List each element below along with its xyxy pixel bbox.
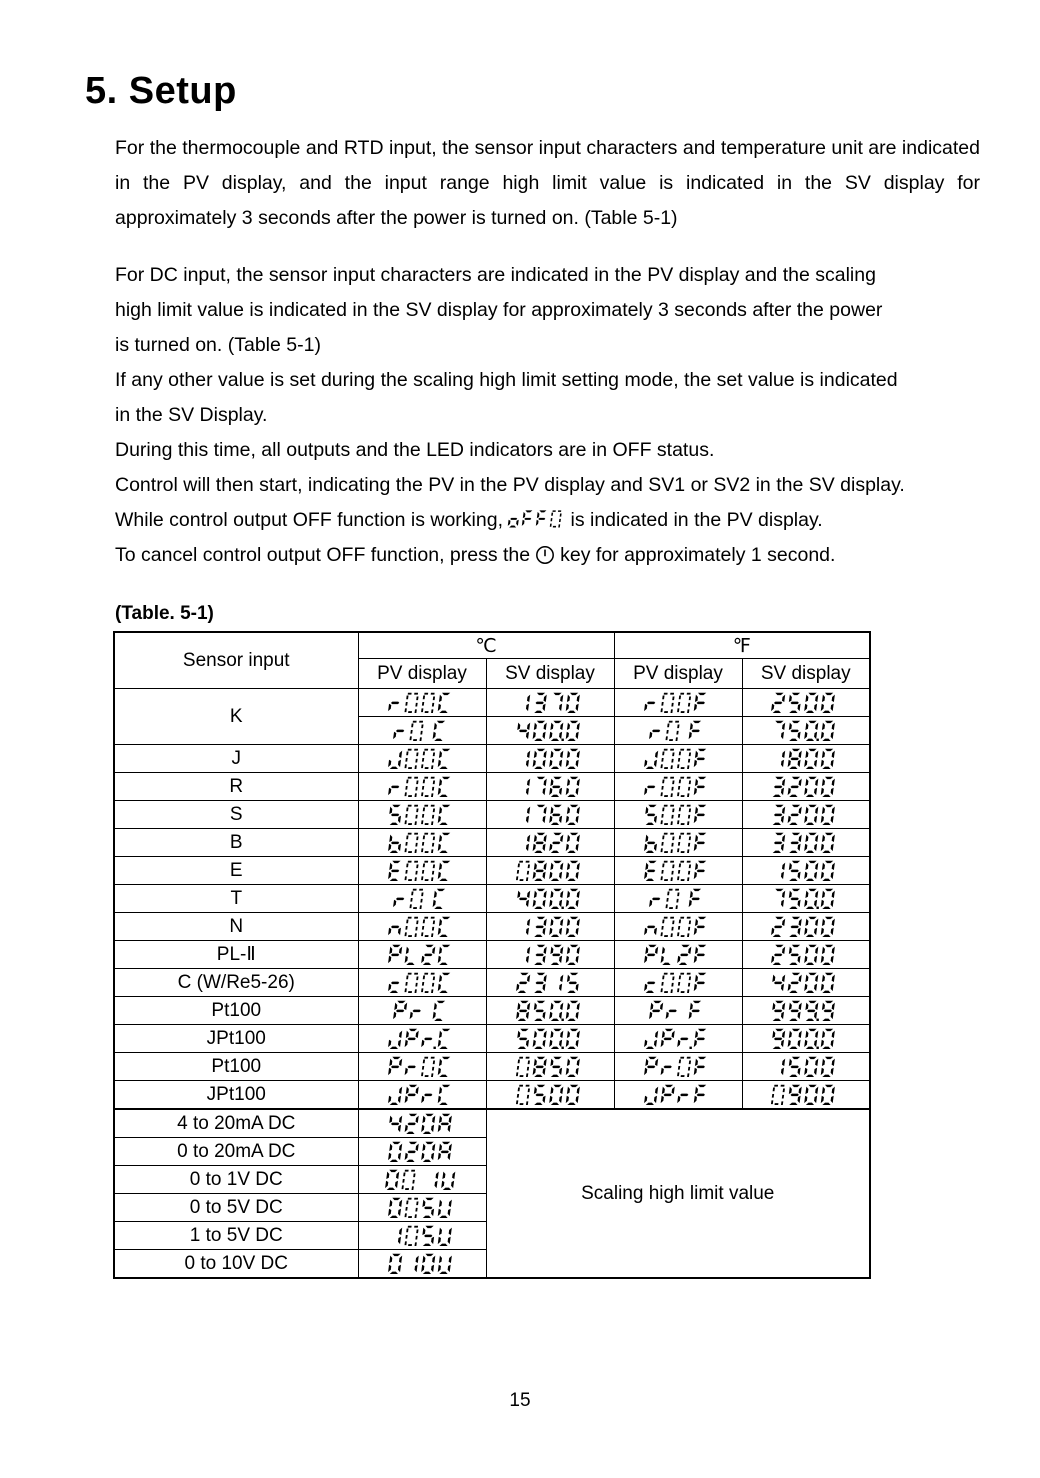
seven-segment-display	[615, 969, 742, 996]
seven-segment-display	[487, 745, 614, 772]
cell-fahrenheit-pv	[614, 885, 742, 913]
scaling-high-limit-value-label: Scaling high limit value	[486, 1109, 870, 1278]
seven-segment-display	[487, 913, 614, 940]
cell-celsius-sv	[486, 1025, 614, 1053]
text-line: During this time, all outputs and the LED indicators are in OFF status.	[115, 439, 715, 462]
cell-celsius-sv	[486, 913, 614, 941]
seven-segment-display	[359, 717, 486, 744]
cell-fahrenheit-sv	[742, 997, 870, 1025]
cell-celsius-sv	[486, 801, 614, 829]
seven-segment-display	[359, 1138, 486, 1165]
cell-fahrenheit-pv	[614, 1053, 742, 1081]
table-row	[114, 801, 870, 829]
seven-segment-display	[359, 1081, 486, 1108]
seven-segment-display	[487, 829, 614, 856]
body-text	[115, 131, 980, 577]
seven-segment-display	[487, 773, 614, 800]
cell-celsius-sv	[486, 941, 614, 969]
table-body-dc-inputs	[114, 1109, 870, 1278]
seven-segment-display	[359, 969, 486, 996]
seven-segment-display	[487, 1053, 614, 1080]
cell-fahrenheit-pv	[614, 829, 742, 857]
cell-celsius-pv	[358, 745, 486, 773]
seven-segment-display	[743, 857, 870, 884]
cell-dc-pv	[358, 1166, 486, 1194]
cell-celsius-sv	[486, 689, 614, 717]
text-fragment: To cancel control output OFF function, press the	[115, 544, 531, 567]
seven-segment-display	[743, 1081, 870, 1108]
sensor-input-label: E	[114, 857, 358, 885]
text-line-cancel-off	[115, 538, 980, 577]
sensor-input-label: J	[114, 745, 358, 773]
table-row	[114, 1081, 870, 1110]
cell-fahrenheit-pv	[614, 745, 742, 773]
seven-segment-display	[743, 689, 870, 716]
seven-segment-display	[615, 801, 742, 828]
sensor-input-label: Pt100	[114, 997, 358, 1025]
cell-fahrenheit-sv	[742, 745, 870, 773]
text-fragment: is indicated in the PV display.	[570, 509, 823, 532]
seven-segment-display	[743, 1025, 870, 1052]
seven-segment-display	[615, 1081, 742, 1108]
sensor-input-label: T	[114, 885, 358, 913]
seven-segment-display	[487, 1025, 614, 1052]
text-fragment: key for approximately 1 second.	[560, 544, 836, 567]
paragraph-dc-input	[115, 258, 980, 577]
seven-segment-display	[615, 913, 742, 940]
seven-segment-display	[359, 1025, 486, 1052]
cell-fahrenheit-pv	[614, 1081, 742, 1110]
seven-segment-display	[743, 885, 870, 912]
sensor-input-label: S	[114, 801, 358, 829]
cell-fahrenheit-sv	[742, 829, 870, 857]
cell-dc-pv	[358, 1250, 486, 1279]
cell-celsius-pv	[358, 941, 486, 969]
seven-segment-display	[359, 1166, 486, 1193]
seven-segment-display	[359, 801, 486, 828]
text-fragment: While control output OFF function is working,	[115, 509, 503, 532]
cell-celsius-sv	[486, 745, 614, 773]
text-line: is turned on. (Table 5-1)	[115, 334, 321, 357]
cell-fahrenheit-sv	[742, 1053, 870, 1081]
cell-dc-pv	[358, 1222, 486, 1250]
table-row	[114, 941, 870, 969]
text-line: If any other value is set during the scaling high limit setting mode, the set value is indicated	[115, 369, 898, 392]
table-row	[114, 1053, 870, 1081]
dc-input-label: 0 to 1V DC	[114, 1166, 358, 1194]
header-celsius: ℃	[358, 632, 614, 659]
table-row	[114, 1109, 870, 1138]
cell-fahrenheit-sv	[742, 941, 870, 969]
cell-celsius-pv	[358, 717, 486, 745]
cell-fahrenheit-sv	[742, 857, 870, 885]
cell-celsius-pv	[358, 857, 486, 885]
cell-dc-pv	[358, 1138, 486, 1166]
table-header-row-units	[114, 632, 870, 659]
seven-segment-display	[487, 689, 614, 716]
seven-segment-display	[359, 745, 486, 772]
cell-fahrenheit-sv	[742, 801, 870, 829]
cell-dc-pv	[358, 1109, 486, 1138]
seven-segment-display	[615, 1053, 742, 1080]
header-sensor-input: Sensor input	[114, 632, 358, 689]
cell-fahrenheit-pv	[614, 1025, 742, 1053]
cell-fahrenheit-pv	[614, 941, 742, 969]
cell-celsius-pv	[358, 997, 486, 1025]
seven-segment-display	[359, 1110, 486, 1137]
seven-segment-display	[615, 941, 742, 968]
seven-segment-display	[615, 717, 742, 744]
text-line: high limit value is indicated in the SV display for approximately 3 seconds after the power	[115, 299, 883, 322]
sensor-input-label: B	[114, 829, 358, 857]
cell-fahrenheit-sv	[742, 773, 870, 801]
cell-celsius-pv	[358, 801, 486, 829]
cell-celsius-pv	[358, 829, 486, 857]
cell-celsius-sv	[486, 1081, 614, 1110]
seven-segment-display	[359, 913, 486, 940]
cell-fahrenheit-pv	[614, 689, 742, 717]
text-line-off-indication	[115, 503, 980, 538]
cell-celsius-pv	[358, 913, 486, 941]
cell-celsius-pv	[358, 885, 486, 913]
cell-fahrenheit-sv	[742, 969, 870, 997]
cell-fahrenheit-pv	[614, 801, 742, 829]
seven-segment-display	[743, 717, 870, 744]
cell-fahrenheit-sv	[742, 1081, 870, 1110]
page-title: 5. Setup	[85, 70, 237, 112]
seven-segment-display	[487, 885, 614, 912]
text-line: in the SV Display.	[115, 404, 268, 427]
table-caption: (Table. 5-1)	[115, 603, 214, 625]
table-row	[114, 773, 870, 801]
seven-segment-display	[743, 997, 870, 1024]
cell-dc-pv	[358, 1194, 486, 1222]
table-row	[114, 745, 870, 773]
seven-segment-display	[743, 969, 870, 996]
cell-celsius-sv	[486, 997, 614, 1025]
cell-fahrenheit-pv	[614, 773, 742, 801]
sensor-input-label: PL-Ⅱ	[114, 941, 358, 969]
dc-input-label: 0 to 5V DC	[114, 1194, 358, 1222]
header-c-pv-display: PV display	[358, 659, 486, 689]
sensor-input-label: N	[114, 913, 358, 941]
text-line: For DC input, the sensor input characters are indicated in the PV display and the scaling	[115, 264, 876, 287]
seven-segment-display	[743, 1053, 870, 1080]
cell-fahrenheit-sv	[742, 689, 870, 717]
sensor-input-label: C (W/Re5-26)	[114, 969, 358, 997]
seven-segment-display	[743, 745, 870, 772]
seven-segment-display	[487, 941, 614, 968]
table-row	[114, 913, 870, 941]
sensor-input-label: K	[114, 689, 358, 745]
cell-celsius-sv	[486, 857, 614, 885]
seven-segment-display	[743, 913, 870, 940]
cell-fahrenheit-pv	[614, 913, 742, 941]
cell-celsius-pv	[358, 969, 486, 997]
seven-segment-display	[359, 941, 486, 968]
cell-celsius-sv	[486, 1053, 614, 1081]
seven-segment-display	[615, 829, 742, 856]
seven-segment-display	[487, 997, 614, 1024]
seven-segment-display	[359, 885, 486, 912]
page-number: 15	[509, 1390, 531, 1411]
dc-input-label: 0 to 20mA DC	[114, 1138, 358, 1166]
cell-celsius-pv	[358, 773, 486, 801]
seven-segment-display	[487, 857, 614, 884]
cell-celsius-sv	[486, 885, 614, 913]
cell-fahrenheit-pv	[614, 857, 742, 885]
cell-fahrenheit-sv	[742, 885, 870, 913]
seven-segment-display	[615, 745, 742, 772]
seven-segment-display	[359, 857, 486, 884]
table-row	[114, 997, 870, 1025]
seven-segment-display	[743, 941, 870, 968]
cell-fahrenheit-sv	[742, 913, 870, 941]
cell-celsius-sv	[486, 969, 614, 997]
seven-segment-display	[359, 829, 486, 856]
cell-fahrenheit-pv	[614, 969, 742, 997]
seven-segment-display	[743, 773, 870, 800]
seven-segment-display	[487, 801, 614, 828]
seven-segment-display	[487, 1081, 614, 1108]
paragraph-thermocouple-rtd: For the thermocouple and RTD input, the sensor input characters and temperature unit are indicated in the PV display, and the input range high limit value is indicated in the SV display for approximately 3 seconds after the power is turned on. (Table 5-1)	[115, 137, 980, 230]
seven-segment-display	[615, 885, 742, 912]
header-fahrenheit: ℉	[614, 632, 870, 659]
header-f-sv-display: SV display	[742, 659, 870, 689]
table-row	[114, 1025, 870, 1053]
seven-segment-off-glyph	[506, 508, 568, 530]
dc-input-label: 4 to 20mA DC	[114, 1109, 358, 1138]
cell-fahrenheit-sv	[742, 1025, 870, 1053]
cell-celsius-pv	[358, 1081, 486, 1110]
seven-segment-display	[359, 1053, 486, 1080]
table-row	[114, 857, 870, 885]
seven-segment-display	[359, 1250, 486, 1277]
sensor-input-label: JPt100	[114, 1081, 358, 1110]
cell-fahrenheit-pv	[614, 717, 742, 745]
header-c-sv-display: SV display	[486, 659, 614, 689]
sensor-input-label: JPt100	[114, 1025, 358, 1053]
table-body-sensors	[114, 689, 870, 1110]
seven-segment-display	[487, 969, 614, 996]
table-row	[114, 829, 870, 857]
cell-celsius-sv	[486, 829, 614, 857]
seven-segment-display	[615, 997, 742, 1024]
table-row	[114, 689, 870, 717]
table-row	[114, 885, 870, 913]
sensor-input-label: R	[114, 773, 358, 801]
seven-segment-display	[615, 857, 742, 884]
dc-input-label: 0 to 10V DC	[114, 1250, 358, 1279]
seven-segment-display	[615, 689, 742, 716]
seven-segment-display	[743, 829, 870, 856]
cell-celsius-sv	[486, 717, 614, 745]
table-row	[114, 969, 870, 997]
seven-segment-display	[615, 1025, 742, 1052]
seven-segment-display	[359, 1194, 486, 1221]
seven-segment-display	[743, 801, 870, 828]
cell-fahrenheit-pv	[614, 997, 742, 1025]
seven-segment-display	[487, 717, 614, 744]
cell-celsius-pv	[358, 1053, 486, 1081]
power-key-icon	[535, 542, 555, 577]
header-f-pv-display: PV display	[614, 659, 742, 689]
text-line: Control will then start, indicating the PV in the PV display and SV1 or SV2 in the SV display.	[115, 474, 905, 497]
cell-fahrenheit-sv	[742, 717, 870, 745]
seven-segment-display	[615, 773, 742, 800]
seven-segment-display	[359, 997, 486, 1024]
cell-celsius-pv	[358, 1025, 486, 1053]
cell-celsius-pv	[358, 689, 486, 717]
dc-input-label: 1 to 5V DC	[114, 1222, 358, 1250]
sensor-input-table	[113, 631, 871, 1279]
seven-segment-display	[359, 1222, 486, 1249]
table-head	[114, 632, 870, 689]
seven-segment-display	[359, 689, 486, 716]
cell-celsius-sv	[486, 773, 614, 801]
seven-segment-display	[359, 773, 486, 800]
sensor-input-label: Pt100	[114, 1053, 358, 1081]
